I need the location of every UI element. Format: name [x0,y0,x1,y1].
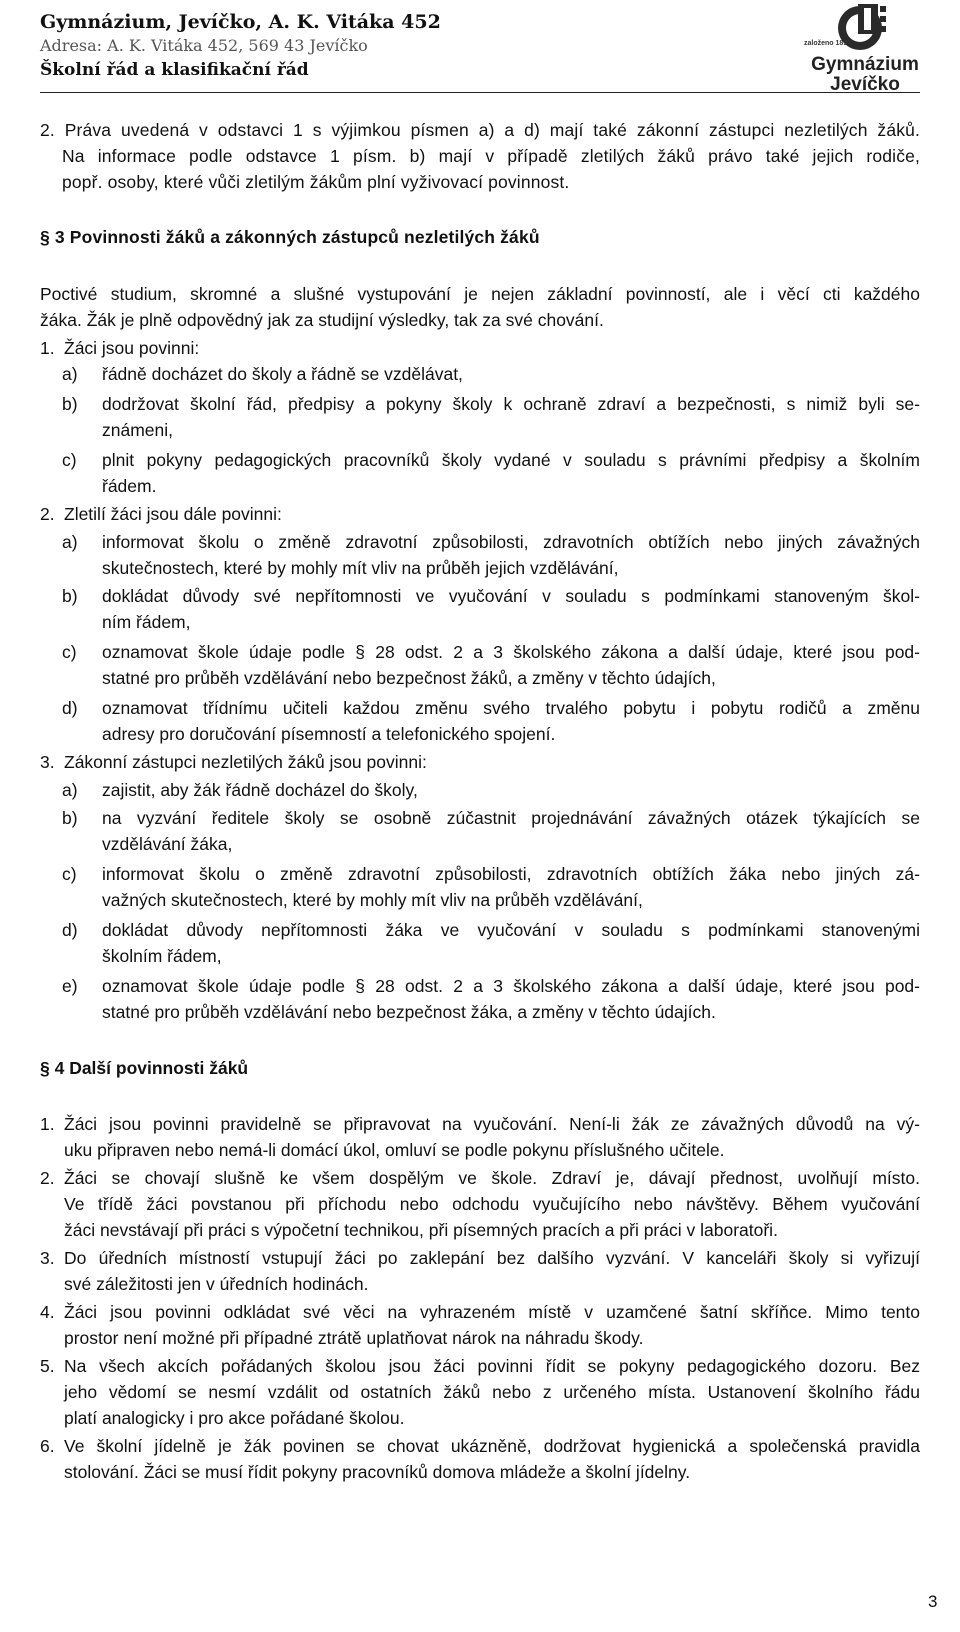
sub-text: vzdělávání žáka, [102,834,233,854]
sub-label: a) [62,364,78,384]
sub-text: školním řádem, [102,946,222,966]
school-address: Adresa: A. K. Vitáka 452, 569 43 Jevíčko [40,36,368,55]
section-heading: § 4 Další povinnosti žáků [40,1058,249,1078]
sub-text: statné pro průběh vzdělávání nebo bezpečnost žáků, a změny v těchto údajích, [102,668,716,688]
logo-founded: založeno 1897 [804,40,852,47]
intro-line: popř. osoby, které vůči zletilým žákům plní vyživovací povinnost. [62,172,570,192]
item-number: 1. [40,1114,55,1134]
item-text: prostor není možné při případné ztrátě uplatňovat nárok na náhradu škody. [64,1328,644,1348]
item-text: Ve třídě žáci povstanou při příchodu nebo odchodu vyučujícího nebo návštěvy. Během vyučování [64,1194,920,1214]
document-title: Školní řád a klasifikační řád [40,60,309,80]
item-text: Na všech akcích pořádaných školou jsou žáci povinni řídit se pokyny pedagogického dozoru. Bez [64,1356,920,1376]
sub-text: oznamovat škole údaje podle § 28 odst. 2 a 3 školského zákona a další údaje, které jsou pod- [102,642,920,662]
sub-text: adresy pro doručování písemností a telefonického spojení. [102,724,556,744]
sub-label: c) [62,642,77,662]
logo-name-line1: Gymnázium [811,54,919,75]
item-number: 2. [40,1168,55,1188]
sub-text: oznamovat třídnímu učiteli každou změnu svého trvalého pobytu i pobytu rodičů a změnu [102,698,920,718]
sub-text: zajistit, aby žák řádně docházel do školy, [102,780,418,800]
sub-label: b) [62,808,78,828]
item-number: 3. [40,752,55,772]
sub-text: dokládat důvody nepřítomnosti žáka ve vyučování v souladu s podmínkami stanovenými [102,920,920,940]
sub-label: d) [62,698,78,718]
item-text: Žáci jsou povinni pravidelně se připravovat na vyučování. Není-li žák ze závažných důvodů na vý- [64,1114,920,1134]
sub-text: oznamovat škole údaje podle § 28 odst. 2 a 3 školského zákona a další údaje, které jsou pod- [102,976,920,996]
item-number: 6. [40,1436,55,1456]
paragraph-line: žáka. Žák je plně odpovědný jak za studijní výsledky, tak za své chování. [40,310,604,330]
item-number: 2. [40,504,55,524]
sub-text: statné pro průběh vzdělávání nebo bezpečnost žáka, a změny v těchto údajích. [102,1002,716,1022]
item-text: Žáci jsou povinni odkládat své věci na vyhrazeném místě v uzamčené šatní skříňce. Mimo tento [64,1302,920,1322]
sub-label: e) [62,976,78,996]
sub-label: c) [62,864,77,884]
sub-label: b) [62,394,78,414]
item-text: platí analogicky i pro akce pořádané školou. [64,1408,405,1428]
item-number: 4. [40,1302,55,1322]
sub-text: važných skutečnostech, které by mohly mít vliv na průběh vzdělávání, [102,890,643,910]
school-logo [790,2,940,95]
item-text: stolování. Žáci se musí řídit pokyny pracovníků domova mládeže a školní jídelny. [64,1462,691,1482]
item-text: Do úředních místností vstupují žáci po zaklepání bez dalšího vyzvání. V kanceláři školy si vyřizují [64,1248,920,1268]
item-text: Žáci se chovají slušně ke všem dospělým ve škole. Zdraví je, dávají přednost, uvolňují místo. [64,1168,920,1188]
school-name: Gymnázium, Jevíčko, A. K. Vitáka 452 [40,11,441,33]
sub-text: informovat školu o změně zdravotní způsobilosti, zdravotních obtížích žáka nebo jiných zá- [102,864,920,884]
sub-text: informovat školu o změně zdravotní způsobilosti, zdravotních obtížích nebo jiných závažných [102,532,920,552]
page-number: 3 [928,1592,938,1611]
sub-label: a) [62,532,78,552]
sub-label: d) [62,920,78,940]
sub-text: dodržovat školní řád, předpisy a pokyny školy k ochraně zdraví a bezpečnosti, s nimiž byli se- [102,394,920,414]
section-heading: § 3 Povinnosti žáků a zákonných zástupců nezletilých žáků [40,227,540,247]
header-divider [40,92,920,93]
item-text: Žáci jsou povinni: [64,338,200,358]
item-text: jeho vědomí se nesmí vzdálit od ostatních žáků nebo z určeného místa. Ustanovení školního řádu [64,1382,920,1402]
item-text: své záležitosti jen v úředních hodinách. [64,1274,369,1294]
sub-text: dokládat důvody své nepřítomnosti ve vyučování v souladu s podmínkami stanoveným škol- [102,586,920,606]
logo-name-line2: Jevíčko [830,74,900,95]
sub-label: c) [62,450,77,470]
item-text: Ve školní jídelně je žák povinen se chovat ukázněně, dodržovat hygienická a společenská pravidla [64,1436,920,1456]
sub-text: plnit pokyny pedagogických pracovníků školy vydané v souladu s právními předpisy a školním [102,450,920,470]
item-text: Zákonní zástupci nezletilých žáků jsou povinni: [64,752,427,772]
sub-text: řádem. [102,476,157,496]
item-number: 1. [40,338,55,358]
intro-line: Na informace podle odstavce 1 písm. b) mají v případě zletilých žáků právo také jejich rodiče, [62,146,920,166]
intro-line: 2. Práva uvedená v odstavci 1 s výjimkou písmen a) a d) mají také zákonní zástupci nezletilých žáků. [40,120,920,140]
item-text: Zletilí žáci jsou dále povinni: [64,504,282,524]
sub-text: známeni, [102,420,174,440]
sub-text: skutečnostech, které by mohly mít vliv na průběh jejich vzdělávání, [102,558,619,578]
item-text: uku připraven nebo nemá-li domácí úkol, omluví se podle pokynu příslušného učitele. [64,1140,725,1160]
sub-text: na vyzvání ředitele školy se osobně zúčastnit projednávání závažných otázek týkajících se [102,808,920,828]
item-number: 3. [40,1248,55,1268]
sub-text: řádně docházet do školy a řádně se vzdělávat, [102,364,463,384]
page-header [40,10,441,82]
item-text: žáci nevstávají při práci s výpočetní technikou, při písemných pracích a při práci v laboratoři. [64,1220,778,1240]
sub-label: b) [62,586,78,606]
sub-label: a) [62,780,78,800]
item-number: 5. [40,1356,55,1376]
paragraph-line: Poctivé studium, skromné a slušné vystupování je nejen základní povinností, ale i věcí cti každého [40,284,920,304]
sub-text: ním řádem, [102,612,191,632]
